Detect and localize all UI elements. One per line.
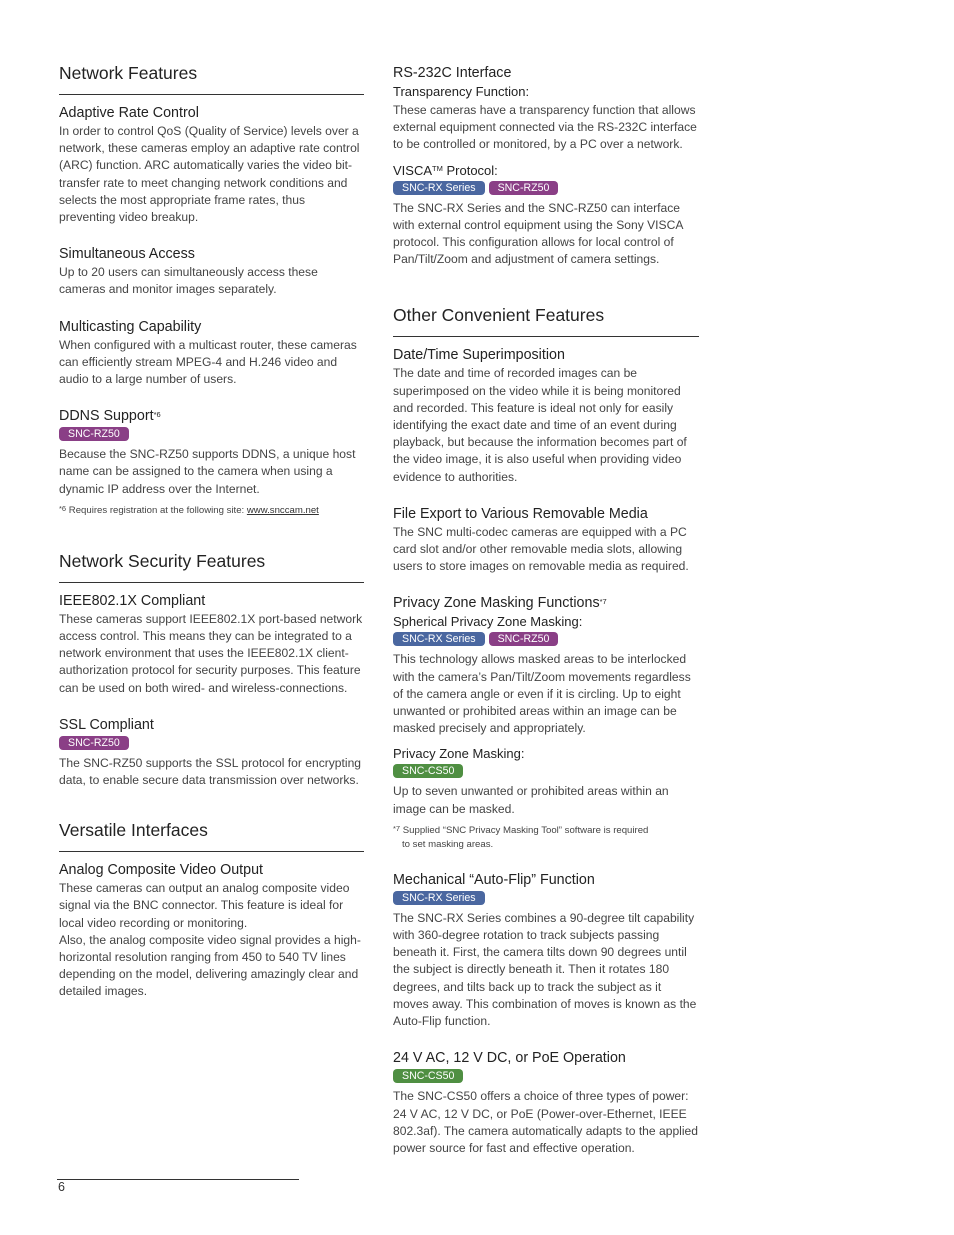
ssl-title: SSL Compliant bbox=[59, 716, 154, 733]
privacy-title-text: Privacy Zone Masking Functions bbox=[393, 595, 600, 612]
rs232-title: RS-232C Interface bbox=[393, 65, 512, 81]
spherical-body: This technology allows masked areas to be interlocked with the camera’s Pan/Tilt/Zoom movements regardless of the camera angle or even if it is circling. Up to eight unwanted or prohibited areas within an image can be masked precisely and appropriately. bbox=[393, 652, 691, 736]
network-features-section bbox=[59, 62, 364, 518]
visca-title bbox=[393, 162, 699, 179]
autoflip-tags bbox=[393, 891, 699, 907]
footnote-line-1: Supplied “SNC Privacy Masking Tool” software is required bbox=[400, 824, 649, 836]
datetime-body: The date and time of recorded images can be superimposed on the video while it is being monitored and recorded. This feature is ideal not only for easily identifying the exact date and time of an event during playback, but because the information becomes part of the video image, it is also useful when providing video evidence to authorities. bbox=[393, 366, 687, 484]
autoflip-title: Mechanical “Auto-Flip” Function bbox=[393, 871, 595, 888]
datetime-title: Date/Time Superimposition bbox=[393, 347, 565, 364]
power-body: The SNC-CS50 offers a choice of three types of power: 24 V AC, 12 V DC, or PoE (Power-over-Ethernet, IEEE 802.3af). The camera automatically adapts to the applied power source for fast and effective operation. bbox=[393, 1089, 698, 1155]
privacy-footnote bbox=[393, 824, 699, 852]
ddns-title-text: DDNS Support bbox=[59, 408, 154, 425]
visca-title-a: VISCA bbox=[393, 162, 433, 178]
model-tag-snc-cs50: SNC-CS50 bbox=[393, 764, 463, 778]
transparency-title: Transparency Function: bbox=[393, 84, 530, 99]
footnote-line-2: to set masking areas. bbox=[402, 838, 494, 850]
visca-title-b: Protocol: bbox=[442, 162, 498, 178]
right-column bbox=[393, 62, 699, 1183]
datetime-block bbox=[393, 346, 699, 485]
analog-body-1: These cameras can output an analog composite video signal via the BNC connector. This feature is ideal for local video recording or monitoring. bbox=[59, 881, 350, 930]
analog-title: Analog Composite Video Output bbox=[59, 862, 263, 879]
multicasting-block bbox=[59, 318, 364, 389]
visca-tags bbox=[393, 181, 699, 197]
autoflip-body: The SNC-RX Series combines a 90-degree tilt capability with 360-degree rotation to track subjects passing beneath it. First, the camera tilts down 90 degrees until the subject is directly beneath it. Then it rotates 180 degrees, and tilts back up to track the subject as it moves away. This combination of moves is known as the Auto-Flip function. bbox=[393, 910, 697, 1029]
interfaces-section bbox=[59, 819, 364, 1000]
privacy-block bbox=[393, 594, 699, 851]
analog-body-2: Also, the analog composite video signal provides a high-horizontal resolution ranging from 450 to 540 TV lines depending on the model, delivering amazingly clear and detailed images. bbox=[59, 932, 361, 999]
ieee-body: These cameras support IEEE802.1X port-based network access control. This means they can be integrated to a network environment that uses the IEEE802.1X client-authorization protocol for security purposes. This feature can be used on both wired- and wireless-connections. bbox=[59, 611, 363, 695]
model-tag-snc-rx-series: SNC-RX Series bbox=[393, 891, 485, 905]
rs232-block bbox=[393, 64, 699, 268]
multicasting-title: Multicasting Capability bbox=[59, 318, 202, 335]
adaptive-rate-control-body: In order to control QoS (Quality of Service) levels over a network, these cameras employ an adaptive rate control (ARC) function. ARC automatically varies the video bit-transfer rate to meet changing network conditions and selects the most appropriate frame rates, thus preventing video breakup. bbox=[59, 124, 360, 225]
spherical-title: Spherical Privacy Zone Masking: bbox=[393, 614, 583, 630]
ddns-footnote bbox=[59, 504, 364, 518]
ddns-tags bbox=[59, 427, 364, 443]
autoflip-block bbox=[393, 871, 699, 1030]
export-block bbox=[393, 505, 699, 576]
footnote-mark: *7 bbox=[393, 823, 401, 833]
adaptive-rate-control-block bbox=[59, 104, 364, 226]
analog-block bbox=[59, 861, 364, 1000]
snccam-link[interactable]: www.snccam.net bbox=[246, 504, 319, 516]
footnote-text: Requires registration at the following site: bbox=[66, 504, 247, 516]
other-features-title: Other Convenient Features bbox=[393, 304, 699, 337]
power-tags bbox=[393, 1069, 699, 1085]
model-tag-snc-rx-series: SNC-RX Series bbox=[393, 181, 485, 195]
model-tag-snc-rz50: SNC-RZ50 bbox=[489, 632, 559, 646]
ieee-title: IEEE802.1X Compliant bbox=[59, 592, 206, 609]
zone-masking-title: Privacy Zone Masking: bbox=[393, 746, 525, 762]
model-tag-snc-rz50: SNC-RZ50 bbox=[489, 181, 559, 195]
ssl-tags bbox=[59, 736, 364, 752]
transparency-body: These cameras have a transparency function that allows external equipment connected via the RS-232C interface to be controlled or monitored, by a PC over a network. bbox=[393, 103, 697, 152]
other-features-section bbox=[393, 304, 699, 1157]
model-tag-snc-rx-series: SNC-RX Series bbox=[393, 632, 485, 646]
privacy-title bbox=[393, 594, 699, 613]
export-body: The SNC multi-codec cameras are equipped with a PC card slot and/or other removable media slots, allowing users to store images on removable media as required. bbox=[393, 524, 689, 574]
ddns-body: Because the SNC-RZ50 supports DDNS, a unique host name can be assigned to the camera when using a dynamic IP address over the Internet. bbox=[59, 447, 356, 496]
power-block bbox=[393, 1049, 699, 1157]
footer-rule bbox=[57, 1179, 299, 1180]
footnote-mark: *6 bbox=[59, 503, 67, 513]
multicasting-body: When configured with a multicast router, these cameras can efficiently stream MPEG-4 and H.246 video and audio to a large number of users. bbox=[59, 337, 357, 387]
left-column bbox=[59, 62, 364, 1027]
simultaneous-access-body: Up to 20 users can simultaneously access these cameras and monitor images separately. bbox=[59, 265, 318, 297]
trademark-mark: TM bbox=[432, 163, 443, 173]
ddns-footnote-ref: *6 bbox=[153, 410, 161, 420]
visca-body: The SNC-RX Series and the SNC-RZ50 can interface with external control equipment using the Sony VISCA protocol. This configuration allows for local control of Pan/Tilt/Zoom and adjustment of camera settings. bbox=[393, 200, 683, 267]
adaptive-rate-control-title: Adaptive Rate Control bbox=[59, 105, 199, 121]
ssl-block bbox=[59, 716, 364, 789]
power-title: 24 V AC, 12 V DC, or PoE Operation bbox=[393, 1050, 626, 1067]
model-tag-snc-rz50: SNC-RZ50 bbox=[59, 427, 129, 441]
simultaneous-access-block bbox=[59, 245, 364, 298]
privacy-footnote-ref: *7 bbox=[599, 597, 607, 607]
zone-masking-tags bbox=[393, 764, 699, 780]
export-title: File Export to Various Removable Media bbox=[393, 505, 648, 522]
simultaneous-access-title: Simultaneous Access bbox=[59, 246, 195, 263]
interfaces-title: Versatile Interfaces bbox=[59, 819, 364, 852]
page-number: 6 bbox=[58, 1180, 65, 1194]
model-tag-snc-cs50: SNC-CS50 bbox=[393, 1069, 463, 1083]
ddns-title bbox=[59, 407, 364, 426]
model-tag-snc-rz50: SNC-RZ50 bbox=[59, 736, 129, 750]
spherical-tags bbox=[393, 632, 699, 648]
ssl-body: The SNC-RZ50 supports the SSL protocol for encrypting data, to enable secure data transmission over networks. bbox=[59, 755, 362, 788]
security-section bbox=[59, 550, 364, 789]
network-features-title: Network Features bbox=[59, 62, 364, 95]
ddns-block bbox=[59, 407, 364, 518]
security-title: Network Security Features bbox=[59, 550, 364, 583]
ieee-block bbox=[59, 592, 364, 697]
zone-masking-body: Up to seven unwanted or prohibited areas within an image can be masked. bbox=[393, 784, 669, 816]
